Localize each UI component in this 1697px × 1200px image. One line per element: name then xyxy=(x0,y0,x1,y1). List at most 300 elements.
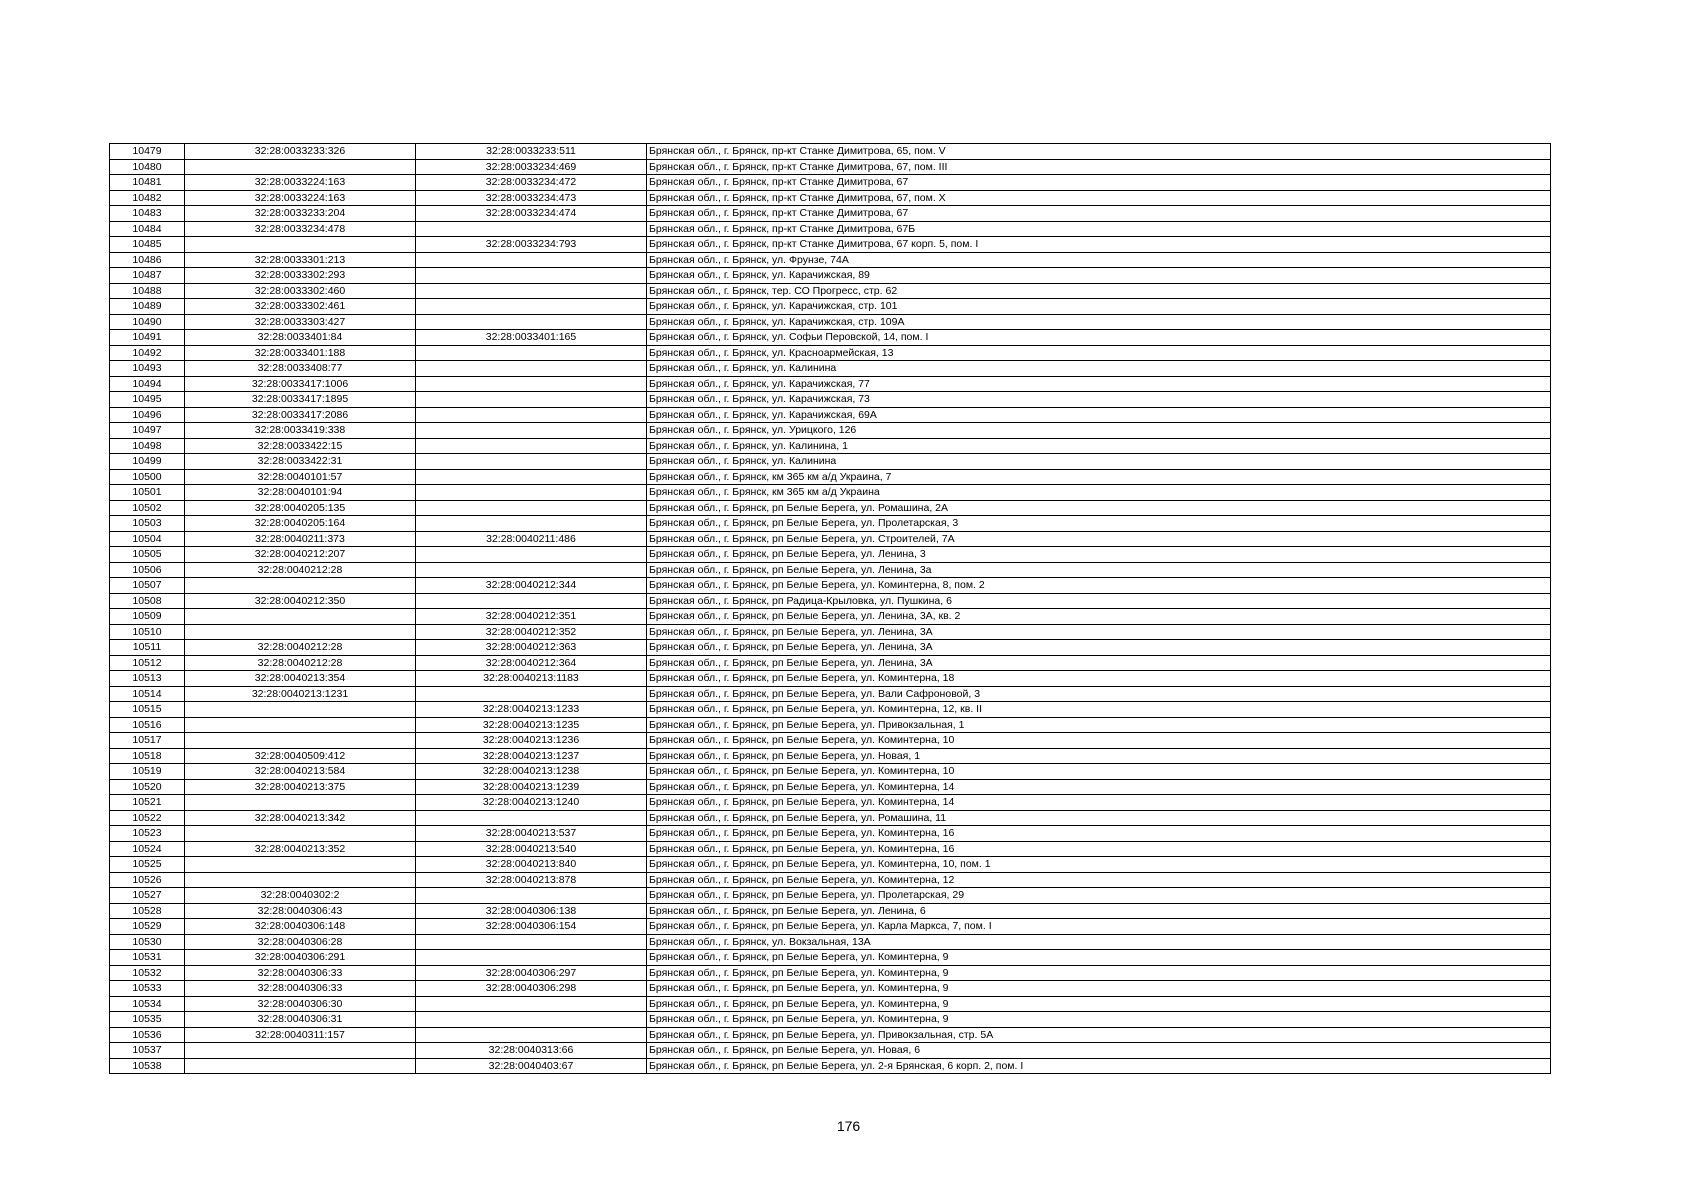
address-cell: Брянская обл., г. Брянск, пр-кт Станке Димитрова, 67 корп. 5, пом. I xyxy=(647,237,1551,253)
row-number-cell: 10536 xyxy=(110,1027,185,1043)
object-number-cell: 32:28:0040306:297 xyxy=(416,965,647,981)
land-parcel-number-cell: 32:28:0040212:28 xyxy=(185,562,416,578)
address-cell: Брянская обл., г. Брянск, рп Белые Берега, ул. Коминтерна, 9 xyxy=(647,996,1551,1012)
land-parcel-number-cell xyxy=(185,237,416,253)
row-number-cell: 10529 xyxy=(110,919,185,935)
row-number-cell: 10527 xyxy=(110,888,185,904)
table-row xyxy=(110,826,1551,842)
table-row xyxy=(110,268,1551,284)
land-parcel-number-cell: 32:28:0040306:33 xyxy=(185,981,416,997)
address-cell: Брянская обл., г. Брянск, рп Белые Берега, ул. Коминтерна, 9 xyxy=(647,965,1551,981)
land-parcel-number-cell: 32:28:0033302:293 xyxy=(185,268,416,284)
table-row xyxy=(110,578,1551,594)
object-number-cell xyxy=(416,221,647,237)
table-row xyxy=(110,376,1551,392)
address-cell: Брянская обл., г. Брянск, ул. Карачижская, 77 xyxy=(647,376,1551,392)
object-number-cell: 32:28:0040211:486 xyxy=(416,531,647,547)
row-number-cell: 10519 xyxy=(110,764,185,780)
row-number-cell: 10514 xyxy=(110,686,185,702)
row-number-cell: 10494 xyxy=(110,376,185,392)
object-number-cell xyxy=(416,810,647,826)
object-number-cell xyxy=(416,686,647,702)
table-row xyxy=(110,531,1551,547)
object-number-cell xyxy=(416,454,647,470)
object-number-cell: 32:28:0033234:474 xyxy=(416,206,647,222)
land-parcel-number-cell: 32:28:0040306:33 xyxy=(185,965,416,981)
object-number-cell xyxy=(416,516,647,532)
row-number-cell: 10493 xyxy=(110,361,185,377)
object-number-cell: 32:28:0040403:67 xyxy=(416,1058,647,1074)
address-cell: Брянская обл., г. Брянск, ул. Калинина xyxy=(647,361,1551,377)
row-number-cell: 10526 xyxy=(110,872,185,888)
object-number-cell: 32:28:0040213:1240 xyxy=(416,795,647,811)
land-parcel-number-cell: 32:28:0040302:2 xyxy=(185,888,416,904)
address-cell: Брянская обл., г. Брянск, рп Белые Берега, ул. Коминтерна, 10, пом. 1 xyxy=(647,857,1551,873)
land-parcel-number-cell: 32:28:0040306:43 xyxy=(185,903,416,919)
address-cell: Брянская обл., г. Брянск, ул. Карачижская, 89 xyxy=(647,268,1551,284)
land-parcel-number-cell: 32:28:0040205:164 xyxy=(185,516,416,532)
row-number-cell: 10508 xyxy=(110,593,185,609)
object-number-cell xyxy=(416,1012,647,1028)
row-number-cell: 10501 xyxy=(110,485,185,501)
table-row xyxy=(110,764,1551,780)
address-cell: Брянская обл., г. Брянск, рп Белые Берега, ул. Ленина, 3А xyxy=(647,624,1551,640)
table-row xyxy=(110,175,1551,191)
land-parcel-number-cell: 32:28:0033401:188 xyxy=(185,345,416,361)
object-number-cell: 32:28:0040212:352 xyxy=(416,624,647,640)
land-parcel-number-cell xyxy=(185,872,416,888)
row-number-cell: 10520 xyxy=(110,779,185,795)
address-cell: Брянская обл., г. Брянск, рп Радица-Крыловка, ул. Пушкина, 6 xyxy=(647,593,1551,609)
land-parcel-number-cell: 32:28:0033417:1006 xyxy=(185,376,416,392)
object-number-cell: 32:28:0040213:1238 xyxy=(416,764,647,780)
land-parcel-number-cell: 32:28:0033224:163 xyxy=(185,175,416,191)
address-cell: Брянская обл., г. Брянск, рп Белые Берега, ул. Карла Маркса, 7, пом. I xyxy=(647,919,1551,935)
address-cell: Брянская обл., г. Брянск, км 365 км а/д Украина, 7 xyxy=(647,469,1551,485)
row-number-cell: 10491 xyxy=(110,330,185,346)
address-cell: Брянская обл., г. Брянск, рп Белые Берега, ул. Коминтерна, 9 xyxy=(647,981,1551,997)
object-number-cell: 32:28:0040212:344 xyxy=(416,578,647,594)
land-parcel-number-cell xyxy=(185,1058,416,1074)
object-number-cell xyxy=(416,485,647,501)
land-parcel-number-cell xyxy=(185,857,416,873)
land-parcel-number-cell: 32:28:0040306:291 xyxy=(185,950,416,966)
table-row xyxy=(110,981,1551,997)
object-number-cell xyxy=(416,888,647,904)
land-parcel-number-cell: 32:28:0033233:326 xyxy=(185,144,416,160)
table-row xyxy=(110,1012,1551,1028)
land-parcel-number-cell: 32:28:0040212:350 xyxy=(185,593,416,609)
object-number-cell: 32:28:0040212:351 xyxy=(416,609,647,625)
object-number-cell xyxy=(416,252,647,268)
row-number-cell: 10515 xyxy=(110,702,185,718)
row-number-cell: 10535 xyxy=(110,1012,185,1028)
table-row xyxy=(110,144,1551,160)
address-cell: Брянская обл., г. Брянск, ул. Карачижская, 69А xyxy=(647,407,1551,423)
object-number-cell: 32:28:0040213:1237 xyxy=(416,748,647,764)
object-number-cell xyxy=(416,299,647,315)
object-number-cell xyxy=(416,469,647,485)
object-number-cell xyxy=(416,950,647,966)
table-row xyxy=(110,516,1551,532)
land-parcel-number-cell: 32:28:0033422:31 xyxy=(185,454,416,470)
land-parcel-number-cell: 32:28:0040311:157 xyxy=(185,1027,416,1043)
table-row xyxy=(110,593,1551,609)
address-cell: Брянская обл., г. Брянск, рп Белые Берега, ул. Коминтерна, 10 xyxy=(647,733,1551,749)
land-parcel-number-cell: 32:28:0033408:77 xyxy=(185,361,416,377)
table-row xyxy=(110,407,1551,423)
address-cell: Брянская обл., г. Брянск, рп Белые Берега, ул. Строителей, 7А xyxy=(647,531,1551,547)
table-row xyxy=(110,500,1551,516)
land-parcel-number-cell: 32:28:0040213:354 xyxy=(185,671,416,687)
table-row xyxy=(110,361,1551,377)
address-cell: Брянская обл., г. Брянск, рп Белые Берега, ул. Коминтерна, 10 xyxy=(647,764,1551,780)
address-cell: Брянская обл., г. Брянск, рп Белые Берега, ул. Коминтерна, 8, пом. 2 xyxy=(647,578,1551,594)
row-number-cell: 10516 xyxy=(110,717,185,733)
row-number-cell: 10521 xyxy=(110,795,185,811)
address-cell: Брянская обл., г. Брянск, рп Белые Берега, ул. Ленина, 3А, кв. 2 xyxy=(647,609,1551,625)
land-parcel-number-cell: 32:28:0040212:28 xyxy=(185,640,416,656)
row-number-cell: 10523 xyxy=(110,826,185,842)
address-cell: Брянская обл., г. Брянск, рп Белые Берега, ул. Коминтерна, 16 xyxy=(647,841,1551,857)
land-parcel-number-cell xyxy=(185,702,416,718)
object-number-cell: 32:28:0040306:298 xyxy=(416,981,647,997)
row-number-cell: 10492 xyxy=(110,345,185,361)
row-number-cell: 10486 xyxy=(110,252,185,268)
object-number-cell: 32:28:0040306:138 xyxy=(416,903,647,919)
land-parcel-number-cell: 32:28:0033233:204 xyxy=(185,206,416,222)
land-parcel-number-cell: 32:28:0040213:584 xyxy=(185,764,416,780)
address-cell: Брянская обл., г. Брянск, пр-кт Станке Димитрова, 67, пом. III xyxy=(647,159,1551,175)
row-number-cell: 10510 xyxy=(110,624,185,640)
address-cell: Брянская обл., г. Брянск, рп Белые Берега, ул. Коминтерна, 14 xyxy=(647,795,1551,811)
table-row xyxy=(110,438,1551,454)
table-row xyxy=(110,547,1551,563)
row-number-cell: 10517 xyxy=(110,733,185,749)
table-row xyxy=(110,485,1551,501)
row-number-cell: 10525 xyxy=(110,857,185,873)
table-row xyxy=(110,810,1551,826)
table-row xyxy=(110,469,1551,485)
address-cell: Брянская обл., г. Брянск, рп Белые Берега, ул. Ленина, 3А xyxy=(647,640,1551,656)
land-parcel-number-cell: 32:28:0033301:213 xyxy=(185,252,416,268)
row-number-cell: 10528 xyxy=(110,903,185,919)
address-cell: Брянская обл., г. Брянск, рп Белые Берега, ул. Привокзальная, стр. 5А xyxy=(647,1027,1551,1043)
address-cell: Брянская обл., г. Брянск, рп Белые Берега, ул. Новая, 6 xyxy=(647,1043,1551,1059)
row-number-cell: 10484 xyxy=(110,221,185,237)
object-number-cell: 32:28:0040213:1239 xyxy=(416,779,647,795)
land-parcel-number-cell: 32:28:0033417:2086 xyxy=(185,407,416,423)
address-cell: Брянская обл., г. Брянск, рп Белые Берега, ул. Коминтерна, 12, кв. II xyxy=(647,702,1551,718)
land-parcel-number-cell: 32:28:0040509:412 xyxy=(185,748,416,764)
land-parcel-number-cell: 32:28:0040213:1231 xyxy=(185,686,416,702)
address-cell: Брянская обл., г. Брянск, ул. Карачижская, 73 xyxy=(647,392,1551,408)
address-cell: Брянская обл., г. Брянск, ул. Карачижская, стр. 109А xyxy=(647,314,1551,330)
object-number-cell xyxy=(416,934,647,950)
table-row xyxy=(110,686,1551,702)
land-parcel-number-cell: 32:28:0040213:352 xyxy=(185,841,416,857)
table-row xyxy=(110,454,1551,470)
land-parcel-number-cell xyxy=(185,1043,416,1059)
table-row xyxy=(110,1043,1551,1059)
land-parcel-number-cell: 32:28:0040101:94 xyxy=(185,485,416,501)
land-parcel-number-cell: 32:28:0033417:1895 xyxy=(185,392,416,408)
object-number-cell xyxy=(416,423,647,439)
object-number-cell xyxy=(416,376,647,392)
table-row xyxy=(110,423,1551,439)
land-parcel-number-cell: 32:28:0040306:28 xyxy=(185,934,416,950)
table-row xyxy=(110,733,1551,749)
table-row xyxy=(110,965,1551,981)
address-cell: Брянская обл., г. Брянск, ул. Калинина, 1 xyxy=(647,438,1551,454)
land-parcel-number-cell: 32:28:0033303:427 xyxy=(185,314,416,330)
land-parcel-number-cell: 32:28:0040212:207 xyxy=(185,547,416,563)
address-cell: Брянская обл., г. Брянск, пр-кт Станке Димитрова, 65, пом. V xyxy=(647,144,1551,160)
row-number-cell: 10505 xyxy=(110,547,185,563)
object-number-cell xyxy=(416,996,647,1012)
row-number-cell: 10522 xyxy=(110,810,185,826)
land-parcel-number-cell: 32:28:0040306:31 xyxy=(185,1012,416,1028)
row-number-cell: 10531 xyxy=(110,950,185,966)
land-parcel-number-cell: 32:28:0040306:148 xyxy=(185,919,416,935)
address-cell: Брянская обл., г. Брянск, пр-кт Станке Димитрова, 67 xyxy=(647,206,1551,222)
row-number-cell: 10488 xyxy=(110,283,185,299)
table-row xyxy=(110,283,1551,299)
address-cell: Брянская обл., г. Брянск, рп Белые Берега, ул. Коминтерна, 12 xyxy=(647,872,1551,888)
table-row xyxy=(110,345,1551,361)
object-number-cell: 32:28:0040213:1233 xyxy=(416,702,647,718)
row-number-cell: 10487 xyxy=(110,268,185,284)
land-parcel-number-cell: 32:28:0033401:84 xyxy=(185,330,416,346)
row-number-cell: 10513 xyxy=(110,671,185,687)
row-number-cell: 10500 xyxy=(110,469,185,485)
land-parcel-number-cell xyxy=(185,609,416,625)
land-parcel-number-cell: 32:28:0040211:373 xyxy=(185,531,416,547)
row-number-cell: 10518 xyxy=(110,748,185,764)
table-row xyxy=(110,950,1551,966)
row-number-cell: 10524 xyxy=(110,841,185,857)
address-cell: Брянская обл., г. Брянск, пр-кт Станке Димитрова, 67, пом. X xyxy=(647,190,1551,206)
address-cell: Брянская обл., г. Брянск, тер. СО Прогресс, стр. 62 xyxy=(647,283,1551,299)
page-number: 176 xyxy=(836,1118,861,1134)
object-number-cell: 32:28:0040212:364 xyxy=(416,655,647,671)
object-number-cell: 32:28:0040213:878 xyxy=(416,872,647,888)
table-row xyxy=(110,857,1551,873)
address-cell: Брянская обл., г. Брянск, рп Белые Берега, ул. Ромашина, 11 xyxy=(647,810,1551,826)
table-row xyxy=(110,872,1551,888)
address-cell: Брянская обл., г. Брянск, ул. Фрунзе, 74А xyxy=(647,252,1551,268)
row-number-cell: 10503 xyxy=(110,516,185,532)
land-parcel-number-cell xyxy=(185,159,416,175)
object-number-cell: 32:28:0033234:473 xyxy=(416,190,647,206)
table-row xyxy=(110,996,1551,1012)
row-number-cell: 10537 xyxy=(110,1043,185,1059)
land-parcel-number-cell: 32:28:0033234:478 xyxy=(185,221,416,237)
land-parcel-number-cell xyxy=(185,717,416,733)
object-number-cell: 32:28:0040212:363 xyxy=(416,640,647,656)
address-cell: Брянская обл., г. Брянск, ул. Урицкого, 126 xyxy=(647,423,1551,439)
table-row xyxy=(110,299,1551,315)
row-number-cell: 10499 xyxy=(110,454,185,470)
land-parcel-number-cell xyxy=(185,795,416,811)
row-number-cell: 10507 xyxy=(110,578,185,594)
row-number-cell: 10495 xyxy=(110,392,185,408)
table-row xyxy=(110,702,1551,718)
object-number-cell: 32:28:0040306:154 xyxy=(416,919,647,935)
row-number-cell: 10509 xyxy=(110,609,185,625)
land-parcel-number-cell: 32:28:0040306:30 xyxy=(185,996,416,1012)
row-number-cell: 10512 xyxy=(110,655,185,671)
address-cell: Брянская обл., г. Брянск, пр-кт Станке Димитрова, 67Б xyxy=(647,221,1551,237)
table-row xyxy=(110,190,1551,206)
object-number-cell: 32:28:0033234:793 xyxy=(416,237,647,253)
row-number-cell: 10483 xyxy=(110,206,185,222)
row-number-cell: 10511 xyxy=(110,640,185,656)
address-cell: Брянская обл., г. Брянск, ул. Софьи Перовской, 14, пом. I xyxy=(647,330,1551,346)
land-parcel-number-cell: 32:28:0033302:461 xyxy=(185,299,416,315)
address-cell: Брянская обл., г. Брянск, рп Белые Берега, ул. Привокзальная, 1 xyxy=(647,717,1551,733)
address-cell: Брянская обл., г. Брянск, км 365 км а/д Украина xyxy=(647,485,1551,501)
table-row xyxy=(110,252,1551,268)
table-row xyxy=(110,624,1551,640)
table-row xyxy=(110,795,1551,811)
object-number-cell xyxy=(416,407,647,423)
row-number-cell: 10479 xyxy=(110,144,185,160)
table-row xyxy=(110,903,1551,919)
row-number-cell: 10533 xyxy=(110,981,185,997)
row-number-cell: 10480 xyxy=(110,159,185,175)
row-number-cell: 10497 xyxy=(110,423,185,439)
row-number-cell: 10496 xyxy=(110,407,185,423)
address-cell: Брянская обл., г. Брянск, ул. Карачижская, стр. 101 xyxy=(647,299,1551,315)
land-parcel-number-cell: 32:28:0040212:28 xyxy=(185,655,416,671)
table-row xyxy=(110,779,1551,795)
object-number-cell: 32:28:0033234:469 xyxy=(416,159,647,175)
table-row xyxy=(110,748,1551,764)
object-number-cell: 32:28:0040213:840 xyxy=(416,857,647,873)
address-cell: Брянская обл., г. Брянск, рп Белые Берега, ул. Вали Сафроновой, 3 xyxy=(647,686,1551,702)
table-row xyxy=(110,841,1551,857)
row-number-cell: 10504 xyxy=(110,531,185,547)
address-cell: Брянская обл., г. Брянск, рп Белые Берега, ул. Ромашина, 2А xyxy=(647,500,1551,516)
row-number-cell: 10489 xyxy=(110,299,185,315)
row-number-cell: 10490 xyxy=(110,314,185,330)
land-parcel-number-cell: 32:28:0033422:15 xyxy=(185,438,416,454)
table-row xyxy=(110,392,1551,408)
land-parcel-number-cell: 32:28:0040213:375 xyxy=(185,779,416,795)
address-cell: Брянская обл., г. Брянск, рп Белые Берега, ул. Коминтерна, 18 xyxy=(647,671,1551,687)
table-row xyxy=(110,1027,1551,1043)
row-number-cell: 10538 xyxy=(110,1058,185,1074)
land-parcel-number-cell xyxy=(185,826,416,842)
address-cell: Брянская обл., г. Брянск, ул. Вокзальная, 13А xyxy=(647,934,1551,950)
address-cell: Брянская обл., г. Брянск, рп Белые Берега, ул. Коминтерна, 9 xyxy=(647,1012,1551,1028)
table-row xyxy=(110,221,1551,237)
land-parcel-number-cell: 32:28:0033419:338 xyxy=(185,423,416,439)
object-number-cell xyxy=(416,314,647,330)
row-number-cell: 10502 xyxy=(110,500,185,516)
land-parcel-number-cell: 32:28:0033302:460 xyxy=(185,283,416,299)
address-cell: Брянская обл., г. Брянск, рп Белые Берега, ул. Коминтерна, 9 xyxy=(647,950,1551,966)
table-row xyxy=(110,1058,1551,1074)
address-cell: Брянская обл., г. Брянск, ул. Красноармейская, 13 xyxy=(647,345,1551,361)
object-number-cell xyxy=(416,547,647,563)
row-number-cell: 10481 xyxy=(110,175,185,191)
address-cell: Брянская обл., г. Брянск, рп Белые Берега, ул. Коминтерна, 14 xyxy=(647,779,1551,795)
object-number-cell xyxy=(416,392,647,408)
address-cell: Брянская обл., г. Брянск, пр-кт Станке Димитрова, 67 xyxy=(647,175,1551,191)
table-row xyxy=(110,159,1551,175)
row-number-cell: 10485 xyxy=(110,237,185,253)
address-cell: Брянская обл., г. Брянск, рп Белые Берега, ул. Ленина, 6 xyxy=(647,903,1551,919)
table-row xyxy=(110,655,1551,671)
object-number-cell: 32:28:0040213:1236 xyxy=(416,733,647,749)
land-parcel-number-cell: 32:28:0040101:57 xyxy=(185,469,416,485)
address-cell: Брянская обл., г. Брянск, рп Белые Берега, ул. Пролетарская, 3 xyxy=(647,516,1551,532)
table-row xyxy=(110,237,1551,253)
table-row xyxy=(110,330,1551,346)
table-row xyxy=(110,562,1551,578)
object-number-cell: 32:28:0040213:540 xyxy=(416,841,647,857)
row-number-cell: 10506 xyxy=(110,562,185,578)
object-number-cell xyxy=(416,268,647,284)
object-number-cell: 32:28:0033234:472 xyxy=(416,175,647,191)
object-number-cell: 32:28:0040213:1235 xyxy=(416,717,647,733)
object-number-cell xyxy=(416,562,647,578)
land-parcel-number-cell xyxy=(185,578,416,594)
row-number-cell: 10532 xyxy=(110,965,185,981)
address-cell: Брянская обл., г. Брянск, рп Белые Берега, ул. Ленина, 3 xyxy=(647,547,1551,563)
table-row xyxy=(110,934,1551,950)
address-cell: Брянская обл., г. Брянск, рп Белые Берега, ул. Ленина, 3А xyxy=(647,655,1551,671)
address-cell: Брянская обл., г. Брянск, рп Белые Берега, ул. Пролетарская, 29 xyxy=(647,888,1551,904)
object-number-cell: 32:28:0040213:1183 xyxy=(416,671,647,687)
row-number-cell: 10482 xyxy=(110,190,185,206)
registry-table xyxy=(109,143,1551,1074)
table-row xyxy=(110,717,1551,733)
table-row xyxy=(110,919,1551,935)
object-number-cell: 32:28:0033233:511 xyxy=(416,144,647,160)
land-parcel-number-cell: 32:28:0040205:135 xyxy=(185,500,416,516)
land-parcel-number-cell: 32:28:0033224:163 xyxy=(185,190,416,206)
object-number-cell: 32:28:0040313:66 xyxy=(416,1043,647,1059)
object-number-cell xyxy=(416,500,647,516)
row-number-cell: 10530 xyxy=(110,934,185,950)
land-parcel-number-cell xyxy=(185,624,416,640)
land-parcel-number-cell xyxy=(185,733,416,749)
table-row xyxy=(110,671,1551,687)
land-parcel-number-cell: 32:28:0040213:342 xyxy=(185,810,416,826)
row-number-cell: 10534 xyxy=(110,996,185,1012)
object-number-cell xyxy=(416,438,647,454)
table-row xyxy=(110,640,1551,656)
table-row xyxy=(110,888,1551,904)
address-cell: Брянская обл., г. Брянск, ул. Калинина xyxy=(647,454,1551,470)
table-row xyxy=(110,314,1551,330)
object-number-cell: 32:28:0033401:165 xyxy=(416,330,647,346)
object-number-cell xyxy=(416,1027,647,1043)
address-cell: Брянская обл., г. Брянск, рп Белые Берега, ул. Коминтерна, 16 xyxy=(647,826,1551,842)
address-cell: Брянская обл., г. Брянск, рп Белые Берега, ул. 2-я Брянская, 6 корп. 2, пом. I xyxy=(647,1058,1551,1074)
object-number-cell xyxy=(416,345,647,361)
object-number-cell xyxy=(416,593,647,609)
table-row xyxy=(110,206,1551,222)
object-number-cell xyxy=(416,283,647,299)
table-row xyxy=(110,609,1551,625)
object-number-cell: 32:28:0040213:537 xyxy=(416,826,647,842)
row-number-cell: 10498 xyxy=(110,438,185,454)
address-cell: Брянская обл., г. Брянск, рп Белые Берега, ул. Новая, 1 xyxy=(647,748,1551,764)
